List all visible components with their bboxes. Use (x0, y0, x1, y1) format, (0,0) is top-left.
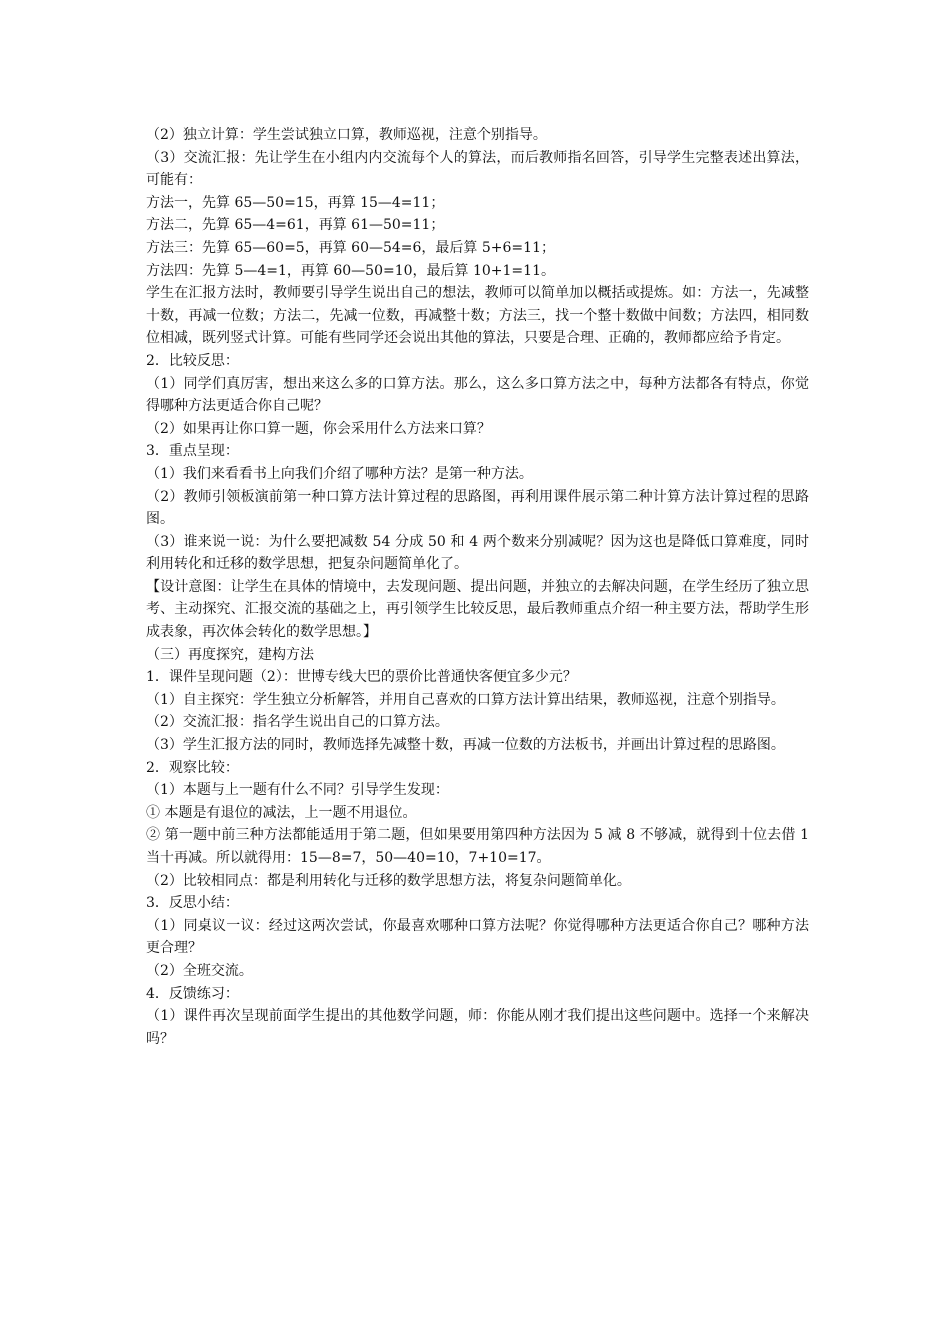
section-heading: 3．反思小结： (146, 895, 239, 912)
document-page (146, 124, 809, 1050)
paragraph: 方法三：先算 65—60=5，再算 60—54=6，最后算 5+6=11； (146, 239, 555, 256)
section-heading: 3．重点呈现： (146, 443, 239, 460)
paragraph: （1）同学们真厉害，想出来这么多的口算方法。那么，这么多口算方法之中，每种方法都各有特点，你觉得哪种方法更适合你自己呢？ (146, 375, 809, 415)
section-heading: 2．比较反思： (146, 352, 239, 369)
paragraph: （2）比较相同点：都是利用转化与迁移的数学思想方法，将复杂问题简单化。 (146, 872, 631, 889)
paragraph: （1）自主探究：学生独立分析解答，并用自己喜欢的口算方法计算出结果，教师巡视，注意个别指导。 (146, 691, 785, 708)
paragraph: 方法四：先算 5—4=1，再算 60—50=10，最后算 10+1=11。 (146, 262, 555, 279)
section-heading: 2．观察比较： (146, 759, 239, 776)
paragraph: （2）教师引领板演前第一种口算方法计算过程的思路图，再利用课件展示第二种计算方法计算过程的思路图。 (146, 488, 809, 528)
paragraph: （3）交流汇报：先让学生在小组内内交流每个人的算法，而后教师指名回答，引导学生完整表述出算法，可能有： (146, 149, 809, 189)
paragraph: （1）本题与上一题有什么不同？引导学生发现： (146, 782, 449, 799)
paragraph: ② 第一题中前三种方法都能适用于第二题，但如果要用第四种方法因为 5 减 8 不够减，就得到十位去借 1 当十再减。所以就得用：15—8=7，50—40=10，7+10=17。 (146, 827, 809, 866)
paragraph: ① 本题是有退位的减法，上一题不用退位。 (146, 804, 417, 821)
paragraph: （1）课件再次呈现前面学生提出的其他数学问题，师：你能从刚才我们提出这些问题中。选择一个来解决吗？ (146, 1008, 809, 1047)
paragraph: （1）我们来看看书上向我们介绍了哪种方法？是第一种方法。 (146, 465, 533, 482)
design-intent-note: 【设计意图：让学生在具体的情境中，去发现问题、提出问题，并独立的去解决问题，在学生经历了独立思考、主动探究、汇报交流的基础之上，再引领学生比较反思，最后教师重点介绍一种主要方法，帮助学生形成表象，再次体会转化的数学思想。】 (146, 578, 809, 641)
paragraph: 方法一，先算 65—50=15，再算 15—4=11； (146, 194, 445, 211)
paragraph: （2）全班交流。 (146, 962, 253, 979)
paragraph: （3）谁来说一说：为什么要把减数 54 分成 50 和 4 两个数来分别减呢？因为这也是降低口算难度，同时利用转化和迁移的数学思想，把复杂问题简单化了。 (146, 533, 809, 573)
paragraph: （2）交流汇报：指名学生说出自己的口算方法。 (146, 714, 449, 731)
paragraph: 学生在汇报方法时，教师要引导学生说出自己的想法，教师可以简单加以概括或提炼。如：方法一，先减整十数，再减一位数；方法二，先减一位数，再减整十数；方法三，找一个整十数做中间数；方法四，相同数位相减，既列竖式计算。可能有些同学还会说出其他的算法，只要是合理、正确的，教师都应给予肯定。 (146, 285, 809, 347)
section-heading: （三）再度探究，建构方法 (146, 646, 314, 663)
section-heading: 1．课件呈现问题（2）：世博专线大巴的票价比普通快客便宜多少元？ (146, 669, 577, 686)
paragraph: （2）如果再让你口算一题，你会采用什么方法来口算？ (146, 420, 491, 437)
paragraph: （3）学生汇报方法的同时，教师选择先减整十数，再减一位数的方法板书，并画出计算过程的思路图。 (146, 737, 785, 754)
paragraph: （2）独立计算：学生尝试独立口算，教师巡视，注意个别指导。 (146, 127, 547, 143)
section-heading: 4．反馈练习： (146, 985, 239, 1002)
paragraph: 方法二，先算 65—4=61，再算 61—50=11； (146, 217, 445, 234)
paragraph: （1）同桌议一议：经过这两次尝试，你最喜欢哪种口算方法呢？你觉得哪种方法更适合你自己？哪种方法更合理？ (146, 917, 809, 957)
